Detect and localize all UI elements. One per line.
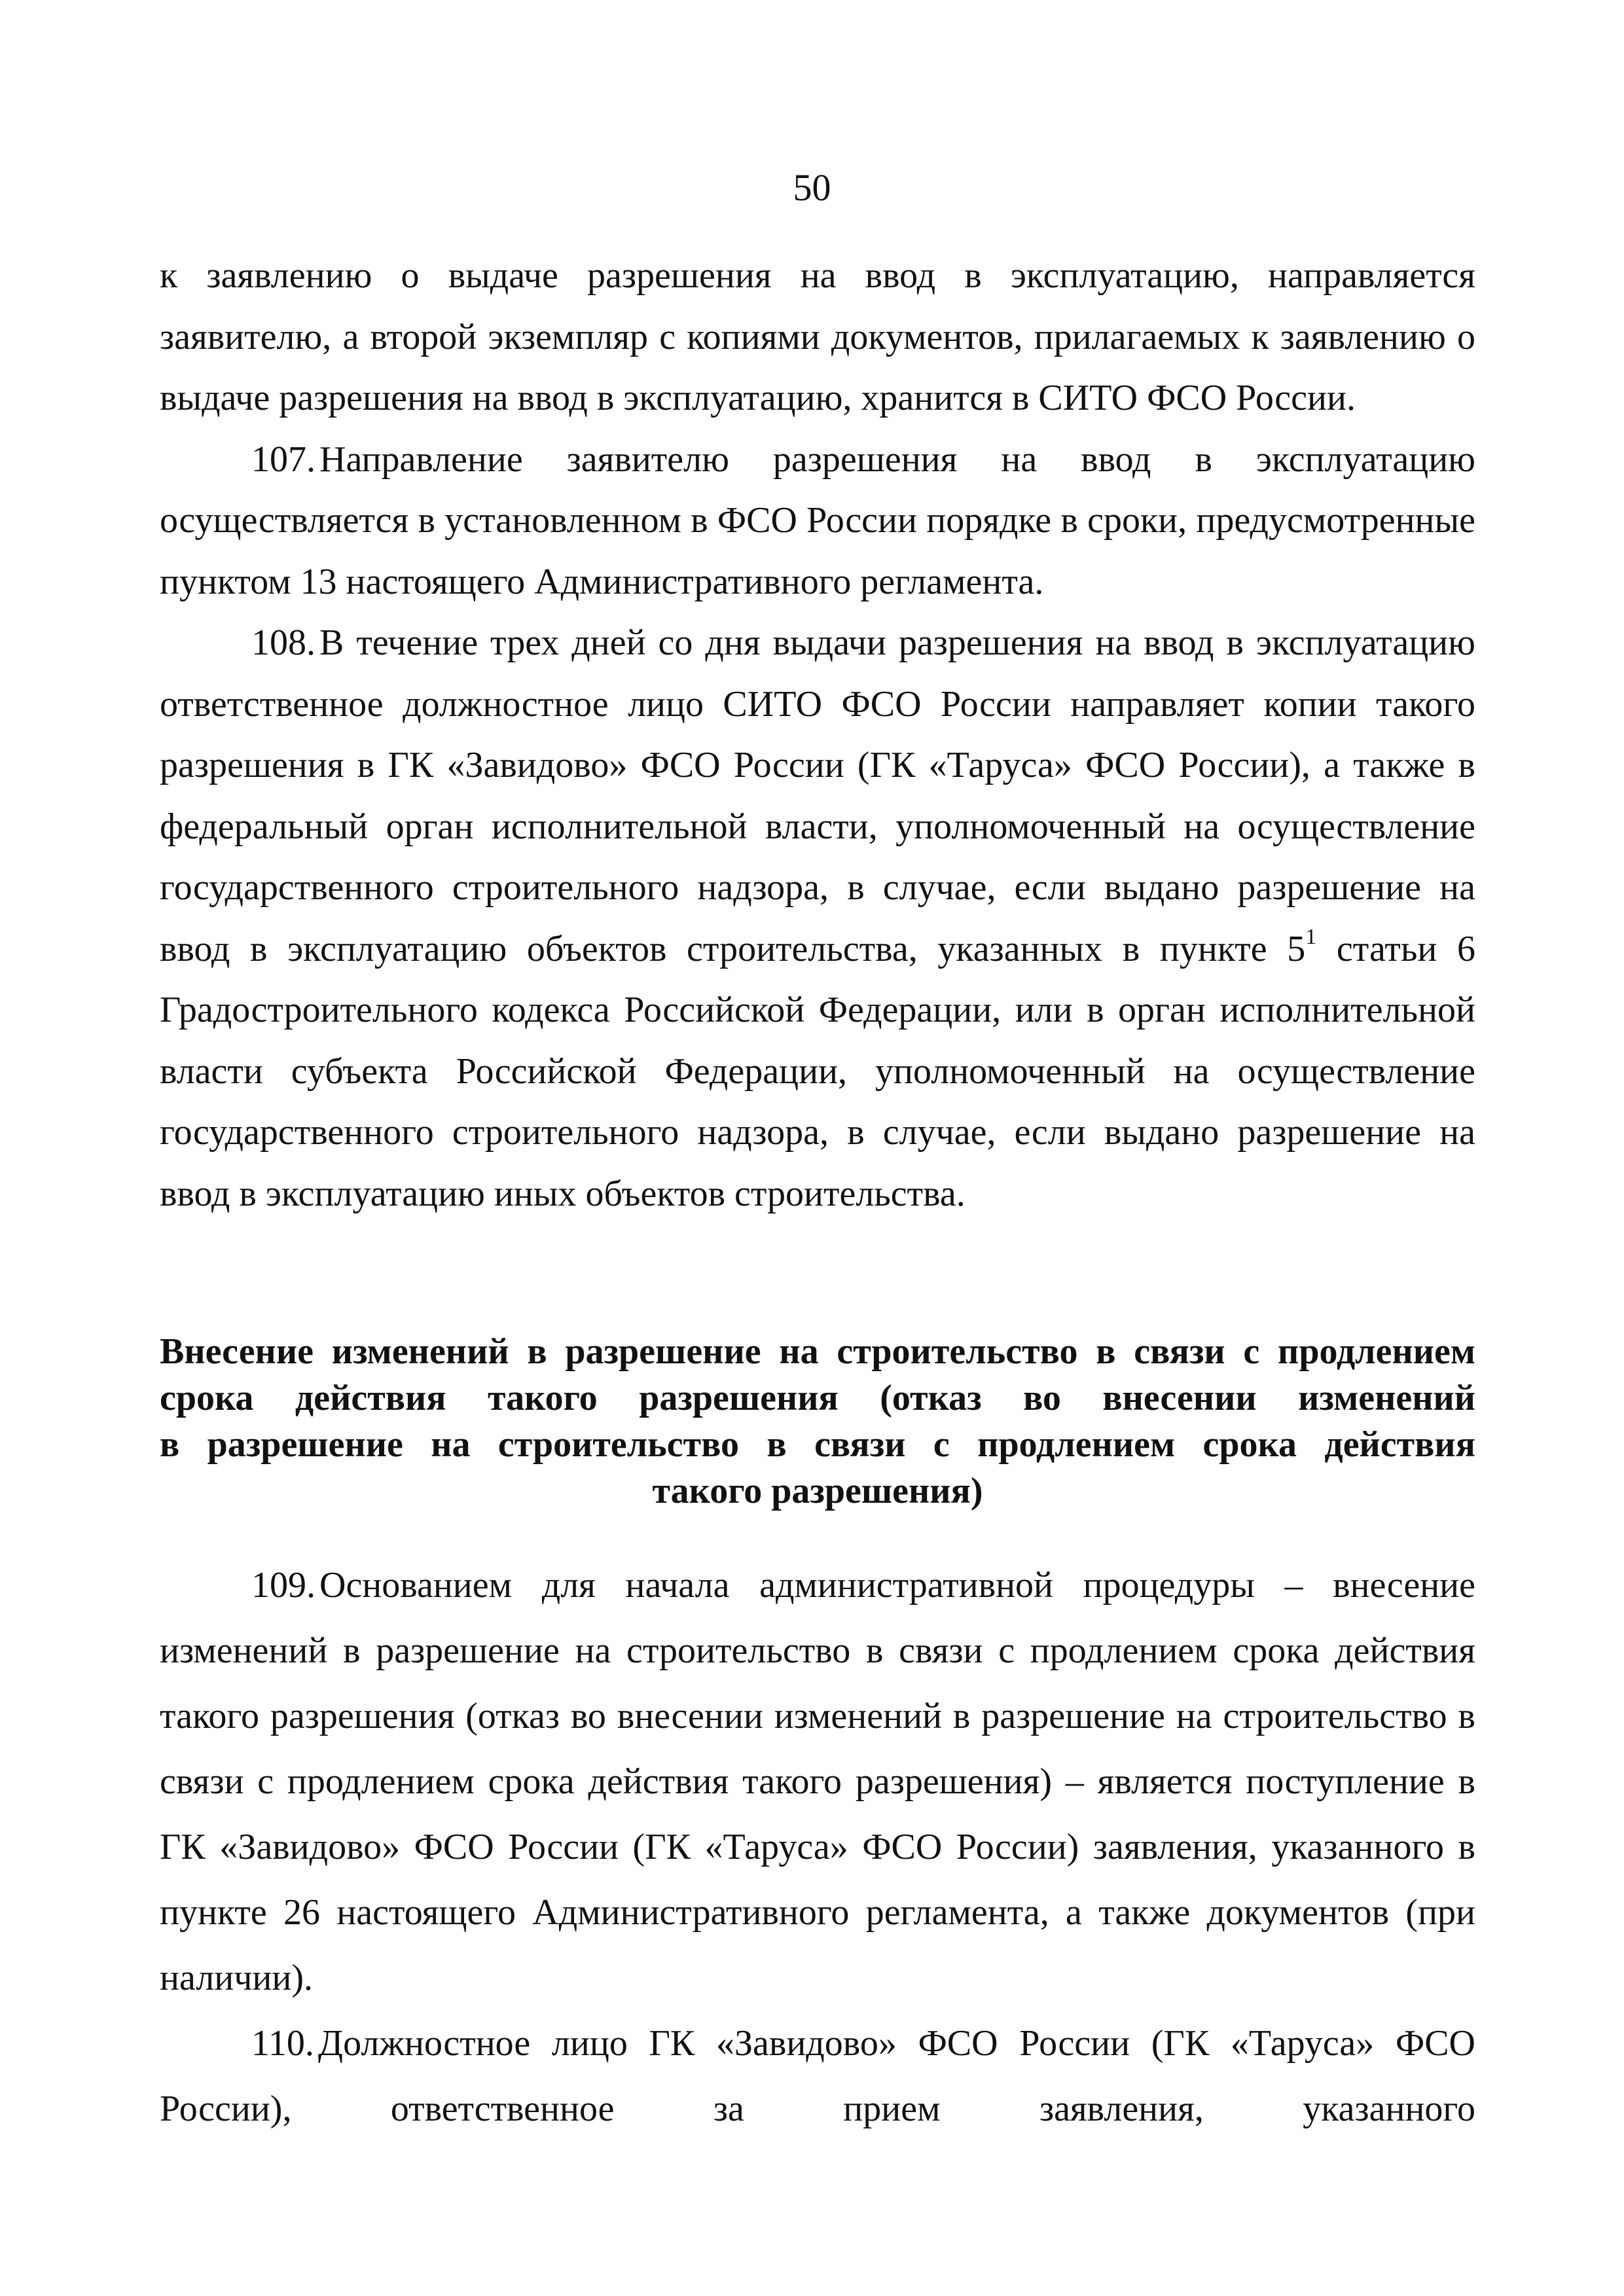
paragraph-109-number: 109.: [251, 1565, 316, 1605]
section-heading: [160, 1329, 1475, 1515]
paragraph-110: [160, 2011, 1475, 2142]
paragraph-110-text: Должностное лицо ГК «Завидово» ФСО России (ГК «Таруса» ФСО России), ответственное за прием заявления, указанного: [160, 2023, 1475, 2129]
paragraph-108-text-end: статьи 6 Градостроительного кодекса Российской Федерации, или в орган исполнительной власти субъекта Российской Федерации, уполномоченный на осуществление государственного строительного надзора, в случае, если выдано разрешение на ввод в эксплуатацию иных объектов строительства.: [160, 928, 1475, 1214]
body-text-lower: [160, 1552, 1475, 2142]
page-number: 50: [793, 166, 831, 209]
section-heading-line-3: в разрешение на строительство в связи с продлением срока действия: [160, 1424, 1475, 1465]
paragraph-108-number: 108.: [251, 622, 316, 663]
paragraph-109-text: Основанием для начала административной процедуры – внесение изменений в разрешение на строительство в связи с продлением срока действия такого разрешения (отказ во внесении изменений в разрешение на строительство в связи с продлением срока действия такого разрешения) – является поступление в ГК «Завидово» ФСО России (ГК «Таруса» ФСО России) заявления, указанного в пункте 26 настоящего Административного регламента, а также документов (при наличии).: [160, 1565, 1475, 1998]
paragraph-108: [160, 613, 1475, 1225]
section-heading-line-2: срока действия такого разрешения (отказ во внесении изменений: [160, 1378, 1475, 1418]
paragraph-107-number: 107.: [251, 439, 316, 480]
continuation-paragraph: к заявлению о выдаче разрешения на ввод в эксплуатацию, направляется заявителю, а второй экземпляр с копиями документов, прилагаемых к заявлению о выдаче разрешения на ввод в эксплуатацию, хранится в СИТО ФСО России.: [160, 255, 1475, 418]
paragraph-109: [160, 1552, 1475, 2011]
paragraph-108-superscript: 1: [1305, 924, 1317, 949]
paragraph-110-number: 110.: [251, 2023, 314, 2064]
paragraph-107: [160, 429, 1475, 613]
section-heading-line-1: Внесение изменений в разрешение на строительство в связи с продлением: [160, 1331, 1475, 1372]
section-heading-line-4: такого разрешения): [652, 1471, 983, 1511]
paragraph-107-text: Направление заявителю разрешения на ввод в эксплуатацию осуществляется в установленном в ФСО России порядке в сроки, предусмотренные пунктом 13 настоящего Административного регламента.: [160, 439, 1475, 602]
body-text-upper: [160, 245, 1475, 1225]
paragraph-108-text-start: В течение трех дней со дня выдачи разрешения на ввод в эксплуатацию ответственное должностное лицо СИТО ФСО России направляет копии такого разрешения в ГК «Завидово» ФСО России (ГК «Таруса» ФСО России), а также в федеральный орган исполнительной власти, уполномоченный на осуществление государственного строительного надзора, в случае, если выдано разрешение на ввод в эксплуатацию объектов строительства, указанных в пункте 5: [160, 622, 1475, 969]
